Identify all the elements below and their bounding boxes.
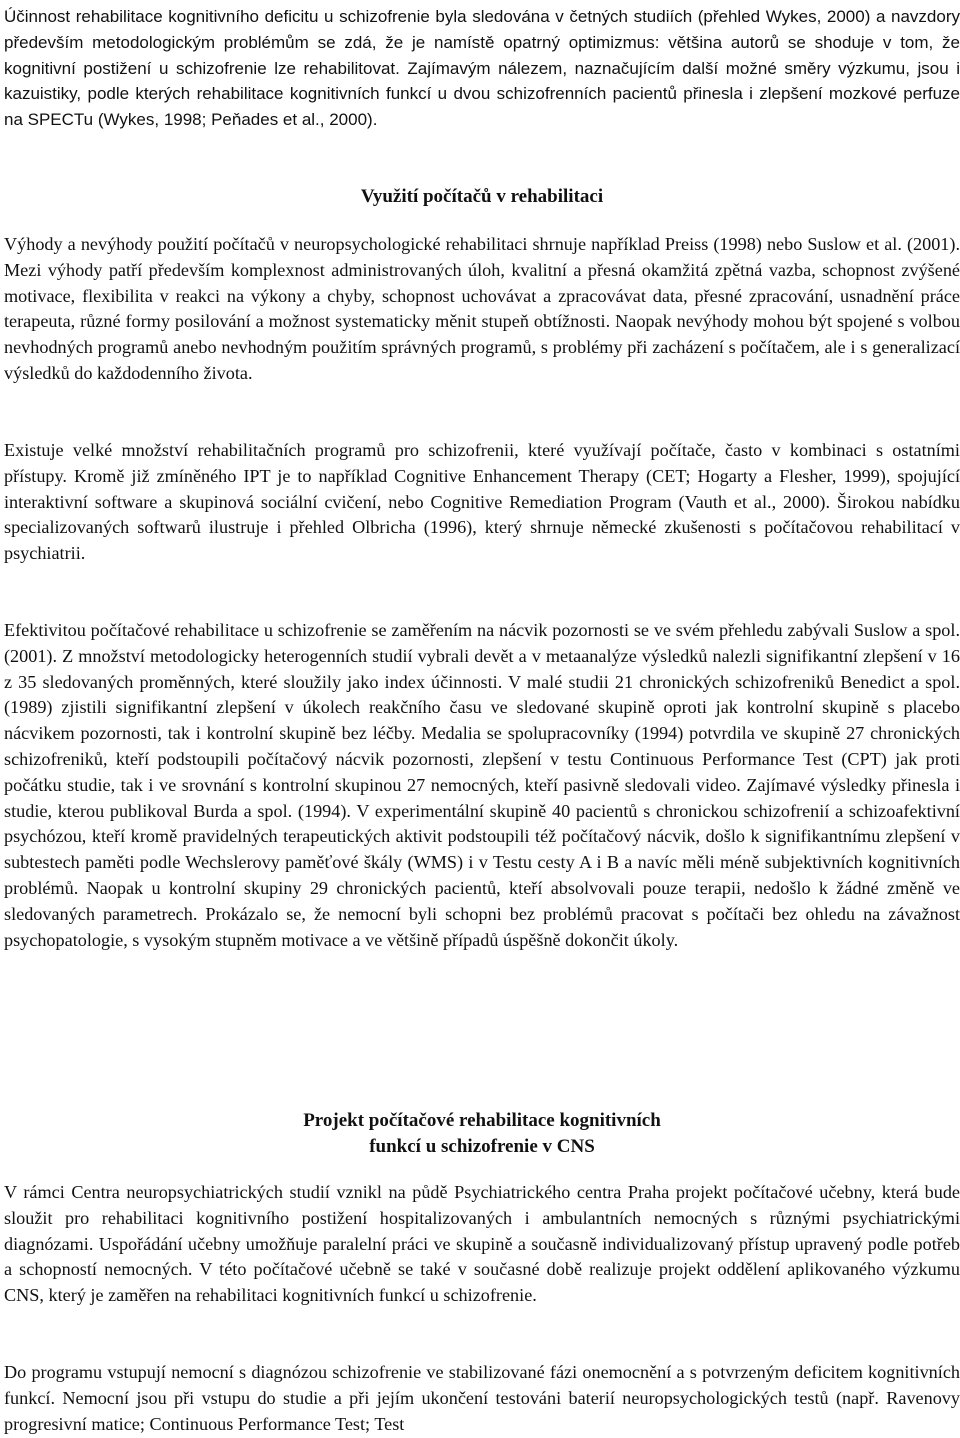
paragraph-programs: Existuje velké množství rehabilitačních programů pro schizofrenii, které využívají počítače, často v kombinaci s ostatními přístupy. Kromě již zmíněného IPT je to například Cognitive Enhancement Therapy (CET; Hogarty a Flesher, 1999), spojující interaktivní software a skupinová sociální cvičení, nebo Cognitive Remediation Program (Vauth et al., 2000). Širokou nabídku specializovaných softwarů ilustruje i přehled Olbricha (1996), který shrnuje německé zkušenosti s počítačovou rehabilitací v psychiatrii. xyxy=(4,440,960,564)
section-heading-project-line1: Projekt počítačové rehabilitace kognitivních xyxy=(303,1110,661,1131)
paragraph-efficacy: Efektivitou počítačové rehabilitace u schizofrenie se zaměřením na nácvik pozornosti se ve svém přehledu zabývali Suslow a spol. (2001). Z množství metodologicky heterogenních studií vybrali devět a v metaanalýze výsledků nalezli signifikantní zlepšení v 16 z 35 sledovaných proměnných, které sloužily jako index účinnosti. V malé studii 21 chronických schizofreniků Benedict a spol. (1989) zjistili signifikantní zlepšení v úkolech reakčního času ve sledované skupině oproti jak kontrolní skupině s placebo nácvikem pozornosti, tak i kontrolní skupině bez léčby. Medalia se spolupracovníky (1994) potvrdila ve skupině 27 chronických schizofreniků, kteří podstoupili počítačový nácvik pozornosti, zlepšení v testu Continuous Performance Test (CPT) jak proti počátku studie, tak i ve srovnání s kontrolní skupinou 27 nemocných, kteří pasivně sledovali video. Zajímavé výsledky přinesla i studie, kterou publikoval Burda a spol. (1994). V experimentální skupině 40 pacientů s chronickou schizofrenií a schizoafektivní psychózou, kteří kromě pravidelných terapeutických aktivit podstoupili též počítačový nácvik, došlo k signifikantnímu zlepšení v subtestech paměti podle Wechslerovy paměťové škály (WMS) i v Testu cesty A i B a navíc měli méně subjektivních kognitivních problémů. Naopak u kontrolní skupiny 29 chronických pacientů, kteří absolvovali pouze terapii, nedošlo k žádné změně ve sledovaných parametrech. Prokázalo se, že nemocní byli schopni bez problémů pracovat s počítači bez ohledu na závažnost psychopatologie, s vysokým stupněm motivace a ve většině případů úspěšně dokončit úkoly. xyxy=(4,620,960,950)
paragraph-program-entry: Do programu vstupují nemocní s diagnózou schizofrenie ve stabilizované fázi onemocnění a s potvrzeným deficitem kognitivních funkcí. Nemocní jsou při vstupu do studie a při jejím ukončení testováni baterií neuropsychologických testů (např. Ravenovy progresivní matice; Continuous Performance Test; Test xyxy=(4,1362,960,1434)
paragraph-project: V rámci Centra neuropsychiatrických studií vznikl na půdě Psychiatrického centra Praha projekt počítačové učebny, která bude sloužit pro rehabilitaci kognitivního postižení hospitalizovaných i ambulantních nemocných s různými psychiatrickými diagnózami. Uspořádání učebny umožňuje paralelní práci ve skupině a současně individualizovaný přístup upravený podle potřeb a schopností nemocných. V této počítačové učebně se také v současné době realizuje projekt oddělení aplikovaného výzkumu CNS, který je zaměřen na rehabilitaci kognitivních funkcí u schizofrenie. xyxy=(4,1182,960,1306)
section-heading-project xyxy=(4,1108,960,1160)
section-heading-computers: Využití počítačů v rehabilitaci xyxy=(360,186,604,207)
document-page xyxy=(4,0,960,1438)
section-heading-project-line2: funkcí u schizofrenie v CNS xyxy=(369,1135,595,1157)
paragraph-advantages: Výhody a nevýhody použití počítačů v neuropsychologické rehabilitaci shrnuje například Preiss (1998) nebo Suslow et al. (2001). Mezi výhody patří především komplexnost administrovaných úloh, kvalitní a přesná okamžitá zpětná vazba, schopnost zvýšené motivace, flexibilita v reakci na výkony a chyby, schopnost uchovávat a zpracovávat data, přesné zpracování, usnadnění práce terapeuta, různé formy posilování a možnost systematicky měnit stupeň obtížnosti. Naopak nevýhody mohou být spojené s volbou nevhodných programů anebo nevhodným použitím správných programů, s problémy při zacházení s počítačem, ale i s generalizací výsledků do každodenního života. xyxy=(4,234,960,383)
paragraph-intro: Účinnost rehabilitace kognitivního deficitu u schizofrenie byla sledována v četných studiích (přehled Wykes, 2000) a navzdory především metodologickým problémům se zdá, že je namístě opatrný optimizmus: většina autorů se shoduje v tom, že kognitivní postižení u schizofrenie lze rehabilitovat. Zajímavým nálezem, naznačujícím další možné směry výzkumu, jsou i kazuistiky, podle kterých rehabilitace kognitivních funkcí u dvou schizofrenních pacientů přinesla i zlepšení mozkové perfuze na SPECTu (Wykes, 1998; Peňades et al., 2000). xyxy=(4,7,960,130)
